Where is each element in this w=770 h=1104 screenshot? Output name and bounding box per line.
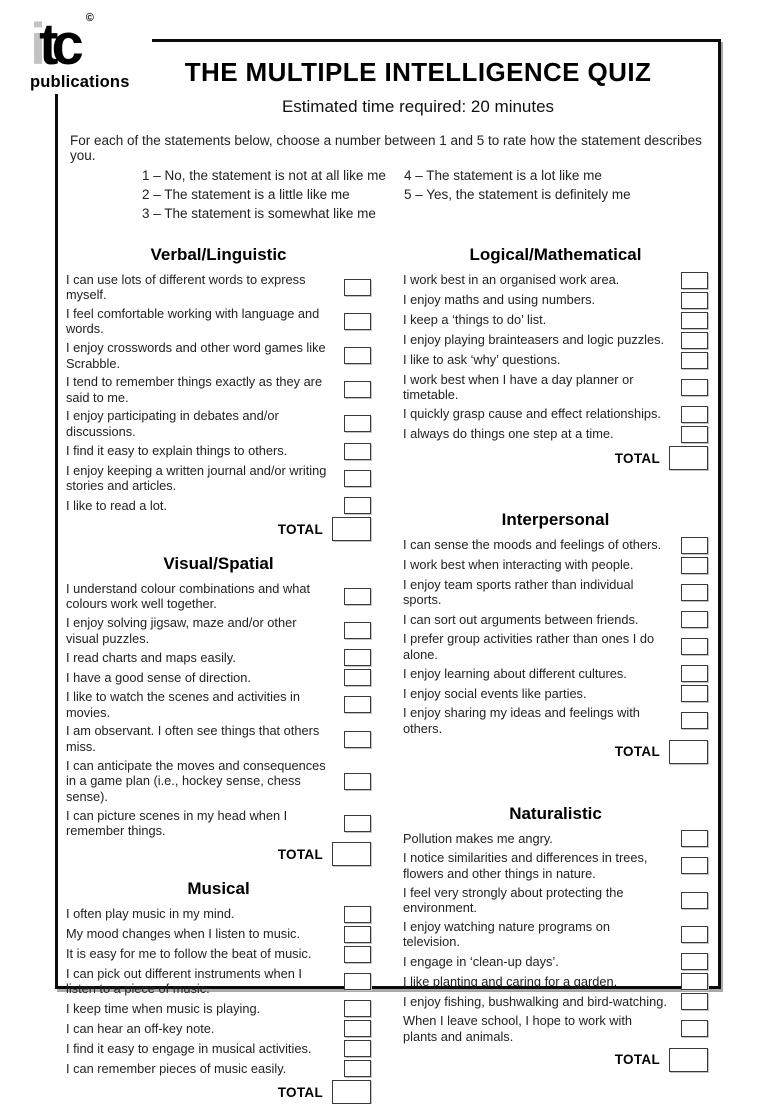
score-box[interactable] bbox=[681, 557, 708, 574]
score-box[interactable] bbox=[681, 352, 708, 369]
total-row bbox=[66, 842, 371, 866]
statement-text: I can hear an off-key note. bbox=[66, 1020, 215, 1036]
statement-row bbox=[66, 338, 371, 372]
statement-text: I prefer group activities rather than ones I do alone. bbox=[403, 630, 655, 662]
total-score-box[interactable] bbox=[669, 446, 708, 470]
statement-row bbox=[403, 849, 708, 883]
score-box[interactable] bbox=[344, 906, 371, 923]
statement-row bbox=[66, 579, 371, 613]
statement-row bbox=[403, 424, 708, 444]
score-box[interactable] bbox=[681, 272, 708, 289]
score-box[interactable] bbox=[344, 1060, 371, 1077]
statement-row bbox=[403, 535, 708, 555]
statement-text: I often play music in my mind. bbox=[66, 906, 235, 922]
score-box[interactable] bbox=[681, 611, 708, 628]
score-box[interactable] bbox=[681, 332, 708, 349]
statement-row bbox=[66, 441, 371, 461]
statement-row bbox=[66, 756, 371, 806]
statement-row bbox=[66, 461, 371, 495]
header bbox=[58, 42, 718, 117]
statement-row bbox=[403, 629, 708, 663]
score-box[interactable] bbox=[344, 973, 371, 990]
statement-text: I can sense the moods and feelings of others. bbox=[403, 537, 662, 553]
score-box[interactable] bbox=[344, 470, 371, 487]
total-row bbox=[66, 1080, 371, 1104]
score-box[interactable] bbox=[344, 1020, 371, 1037]
score-box[interactable] bbox=[344, 443, 371, 460]
statement-text: I enjoy participating in debates and/or discussions. bbox=[66, 408, 279, 439]
statement-text: When I leave school, I hope to work with plants and animals. bbox=[403, 1013, 633, 1044]
score-box[interactable] bbox=[681, 953, 708, 970]
score-box[interactable] bbox=[344, 815, 371, 832]
statement-text: I always do things one step at a time. bbox=[403, 426, 614, 442]
section-visual-spatial bbox=[66, 554, 371, 866]
statement-row bbox=[403, 704, 708, 738]
statement-row bbox=[403, 270, 708, 290]
scale-option-4: 4 – The statement is a lot like me bbox=[404, 168, 602, 183]
statement-row bbox=[403, 664, 708, 684]
statement-text: I enjoy watching nature programs on television. bbox=[403, 918, 610, 950]
section-title: Logical/Mathematical bbox=[469, 245, 642, 264]
statement-row bbox=[403, 684, 708, 704]
statement-text: I find it easy to explain things to others. bbox=[66, 443, 288, 459]
score-box[interactable] bbox=[681, 665, 708, 682]
statement-text: I enjoy maths and using numbers. bbox=[403, 292, 596, 308]
statement-text: I feel comfortable working with language and words. bbox=[66, 305, 320, 337]
scale-option-5: 5 – Yes, the statement is definitely me bbox=[404, 187, 631, 202]
score-box[interactable] bbox=[681, 292, 708, 309]
statement-row bbox=[403, 917, 708, 951]
score-box[interactable] bbox=[681, 685, 708, 702]
scale-option-3: 3 – The statement is somewhat like me bbox=[142, 206, 376, 221]
section-title: Visual/Spatial bbox=[163, 554, 274, 574]
score-box[interactable] bbox=[681, 1020, 708, 1037]
section-musical bbox=[66, 879, 371, 1104]
total-score-box[interactable] bbox=[332, 517, 371, 541]
score-box[interactable] bbox=[681, 712, 708, 729]
logo-letter-i: i bbox=[30, 12, 40, 77]
total-row bbox=[66, 517, 371, 541]
score-box[interactable] bbox=[344, 588, 371, 605]
itc-logo-mark bbox=[30, 12, 146, 77]
statement-row bbox=[403, 972, 708, 992]
statement-text: Pollution makes me angry. bbox=[403, 831, 553, 847]
statement-row bbox=[66, 964, 371, 998]
total-label: TOTAL bbox=[277, 521, 323, 537]
statement-text: I like to read a lot. bbox=[66, 497, 168, 513]
statement-row bbox=[66, 495, 371, 515]
page-title: THE MULTIPLE INTELLIGENCE QUIZ bbox=[184, 57, 652, 87]
statement-text: I find it easy to engage in musical activities. bbox=[66, 1040, 312, 1056]
statement-text: I work best when interacting with people. bbox=[403, 557, 634, 573]
score-box[interactable] bbox=[681, 830, 708, 847]
score-box[interactable] bbox=[681, 926, 708, 943]
statement-row bbox=[66, 407, 371, 441]
right-column bbox=[403, 245, 708, 1104]
total-row bbox=[403, 1048, 708, 1072]
statement-text: I can use lots of different words to express myself. bbox=[66, 271, 306, 303]
statement-text: I keep time when music is playing. bbox=[66, 1000, 261, 1016]
statement-text: I enjoy solving jigsaw, maze and/or other visual puzzles. bbox=[66, 615, 297, 646]
score-box[interactable] bbox=[344, 773, 371, 790]
score-box[interactable] bbox=[344, 926, 371, 943]
score-box[interactable] bbox=[344, 415, 371, 432]
score-box[interactable] bbox=[344, 497, 371, 514]
statement-row bbox=[66, 688, 371, 722]
score-box[interactable] bbox=[344, 669, 371, 686]
statement-row bbox=[66, 1018, 371, 1038]
score-box[interactable] bbox=[344, 649, 371, 666]
statement-text: I notice similarities and differences in trees, flowers and other things in nature. bbox=[403, 850, 648, 881]
score-box[interactable] bbox=[681, 857, 708, 874]
statement-row bbox=[403, 575, 708, 609]
itc-logo bbox=[24, 12, 152, 94]
score-box[interactable] bbox=[681, 426, 708, 443]
statement-text: I can pick out different instruments when I listen to a piece of music. bbox=[66, 965, 302, 997]
statement-row bbox=[403, 1012, 708, 1046]
total-label: TOTAL bbox=[614, 744, 660, 760]
statement-row bbox=[66, 806, 371, 840]
statement-row bbox=[403, 829, 708, 849]
statement-row bbox=[66, 373, 371, 407]
scale-option-1: 1 – No, the statement is not at all like me bbox=[142, 168, 386, 183]
statement-text: I work best in an organised work area. bbox=[403, 272, 620, 288]
statement-row bbox=[66, 648, 371, 668]
statement-row bbox=[403, 952, 708, 972]
score-box[interactable] bbox=[681, 537, 708, 554]
score-box[interactable] bbox=[681, 584, 708, 601]
statement-text: I am observant. I often see things that others miss. bbox=[66, 723, 320, 755]
statement-text: I enjoy crosswords and other word games like Scrabble. bbox=[66, 339, 326, 371]
statement-row bbox=[403, 883, 708, 917]
statement-row bbox=[403, 992, 708, 1012]
left-column bbox=[66, 245, 371, 1104]
score-box[interactable] bbox=[681, 379, 708, 396]
score-box[interactable] bbox=[344, 946, 371, 963]
scale-option-2: 2 – The statement is a little like me bbox=[142, 187, 350, 202]
statement-text: I have a good sense of direction. bbox=[66, 669, 251, 685]
statement-row bbox=[66, 1038, 371, 1058]
rating-scale bbox=[142, 168, 708, 221]
score-box[interactable] bbox=[344, 731, 371, 748]
statement-text: I can sort out arguments between friends. bbox=[403, 611, 639, 627]
total-label: TOTAL bbox=[277, 1084, 323, 1100]
score-box[interactable] bbox=[681, 406, 708, 423]
instructions-intro: For each of the statements below, choose a number between 1 and 5 to rate how the statement describes you. bbox=[70, 133, 702, 163]
score-box[interactable] bbox=[344, 696, 371, 713]
statement-row bbox=[403, 350, 708, 370]
section-title: Musical bbox=[187, 879, 250, 899]
score-box[interactable] bbox=[344, 313, 371, 330]
total-row bbox=[403, 446, 708, 470]
statement-text: I like to ask ‘why’ questions. bbox=[403, 352, 561, 368]
statement-row bbox=[66, 614, 371, 648]
total-label: TOTAL bbox=[277, 846, 323, 862]
copyright-symbol: © bbox=[85, 12, 94, 24]
score-box[interactable] bbox=[681, 993, 708, 1010]
statement-row bbox=[66, 924, 371, 944]
section-title: Interpersonal bbox=[501, 510, 610, 530]
section-logical-mathematical bbox=[403, 245, 708, 470]
statement-row bbox=[66, 1058, 371, 1078]
score-box[interactable] bbox=[344, 381, 371, 398]
statement-text: I understand colour combinations and what colours work well together. bbox=[66, 580, 311, 612]
statement-text: I enjoy fishing, bushwalking and bird-watching. bbox=[403, 993, 667, 1009]
statement-text: I engage in ‘clean-up days’. bbox=[403, 953, 559, 969]
statement-text: It is easy for me to follow the beat of music. bbox=[66, 946, 312, 962]
score-box[interactable] bbox=[344, 1040, 371, 1057]
total-score-box[interactable] bbox=[669, 1048, 708, 1072]
score-box[interactable] bbox=[344, 1000, 371, 1017]
statement-row bbox=[66, 998, 371, 1018]
instructions bbox=[70, 133, 708, 221]
section-title: Naturalistic bbox=[509, 803, 602, 823]
statement-text: I can remember pieces of music easily. bbox=[66, 1060, 287, 1076]
total-score-box[interactable] bbox=[332, 842, 371, 866]
statement-text: I enjoy team sports rather than individual sports. bbox=[403, 576, 634, 608]
section-naturalistic bbox=[403, 804, 708, 1072]
statement-text: I feel very strongly about protecting the environment. bbox=[403, 884, 624, 916]
score-box[interactable] bbox=[344, 347, 371, 364]
statement-text: I quickly grasp cause and effect relationships. bbox=[403, 406, 661, 422]
statement-row bbox=[66, 944, 371, 964]
statement-row bbox=[403, 310, 708, 330]
statement-row bbox=[403, 290, 708, 310]
score-box[interactable] bbox=[344, 279, 371, 296]
score-box[interactable] bbox=[681, 312, 708, 329]
score-box[interactable] bbox=[681, 892, 708, 909]
estimated-time: Estimated time required: 20 minutes bbox=[281, 97, 555, 116]
score-box[interactable] bbox=[344, 622, 371, 639]
statement-text: I work best when I have a day planner or timetable. bbox=[403, 371, 634, 403]
total-row bbox=[403, 740, 708, 764]
statement-text: I keep a ‘things to do’ list. bbox=[403, 312, 547, 328]
statement-text: I like planting and caring for a garden. bbox=[403, 973, 618, 989]
total-label: TOTAL bbox=[614, 1052, 660, 1068]
statement-row bbox=[66, 304, 371, 338]
score-box[interactable] bbox=[681, 973, 708, 990]
total-score-box[interactable] bbox=[669, 740, 708, 764]
statement-text: I enjoy learning about different cultures. bbox=[403, 665, 627, 681]
statement-row bbox=[66, 722, 371, 756]
statement-text: I enjoy social events like parties. bbox=[403, 685, 587, 701]
section-verbal-linguistic bbox=[66, 245, 371, 541]
logo-publications-text: publications bbox=[30, 73, 130, 92]
statement-row bbox=[403, 404, 708, 424]
sections-columns bbox=[58, 245, 718, 1104]
statement-text: I enjoy playing brainteasers and logic puzzles. bbox=[403, 332, 665, 348]
statement-row bbox=[403, 330, 708, 350]
statement-text: I can picture scenes in my head when I remember things. bbox=[66, 807, 288, 839]
statement-text: I like to watch the scenes and activities in movies. bbox=[66, 689, 301, 720]
statement-text: I enjoy sharing my ideas and feelings with others. bbox=[403, 705, 640, 736]
statement-text: I enjoy keeping a written journal and/or writing stories and articles. bbox=[66, 462, 327, 494]
total-score-box[interactable] bbox=[332, 1080, 371, 1104]
section-title: Verbal/Linguistic bbox=[150, 245, 287, 264]
statement-row bbox=[403, 370, 708, 404]
section-interpersonal bbox=[403, 510, 708, 764]
statement-text: I can anticipate the moves and consequences in a game plan (i.e., hockey sense, chess sense). bbox=[66, 757, 326, 804]
statement-row bbox=[66, 904, 371, 924]
quiz-sheet bbox=[55, 39, 721, 1100]
statement-text: I read charts and maps easily. bbox=[66, 649, 236, 665]
statement-row bbox=[403, 609, 708, 629]
statement-row bbox=[66, 270, 371, 304]
statement-row bbox=[403, 555, 708, 575]
statement-row bbox=[66, 668, 371, 688]
total-label: TOTAL bbox=[614, 450, 660, 466]
logo-letters-tc: tc bbox=[39, 12, 77, 77]
score-box[interactable] bbox=[681, 638, 708, 655]
statement-text: My mood changes when I listen to music. bbox=[66, 926, 301, 942]
statement-text: I tend to remember things exactly as they are said to me. bbox=[66, 374, 323, 405]
